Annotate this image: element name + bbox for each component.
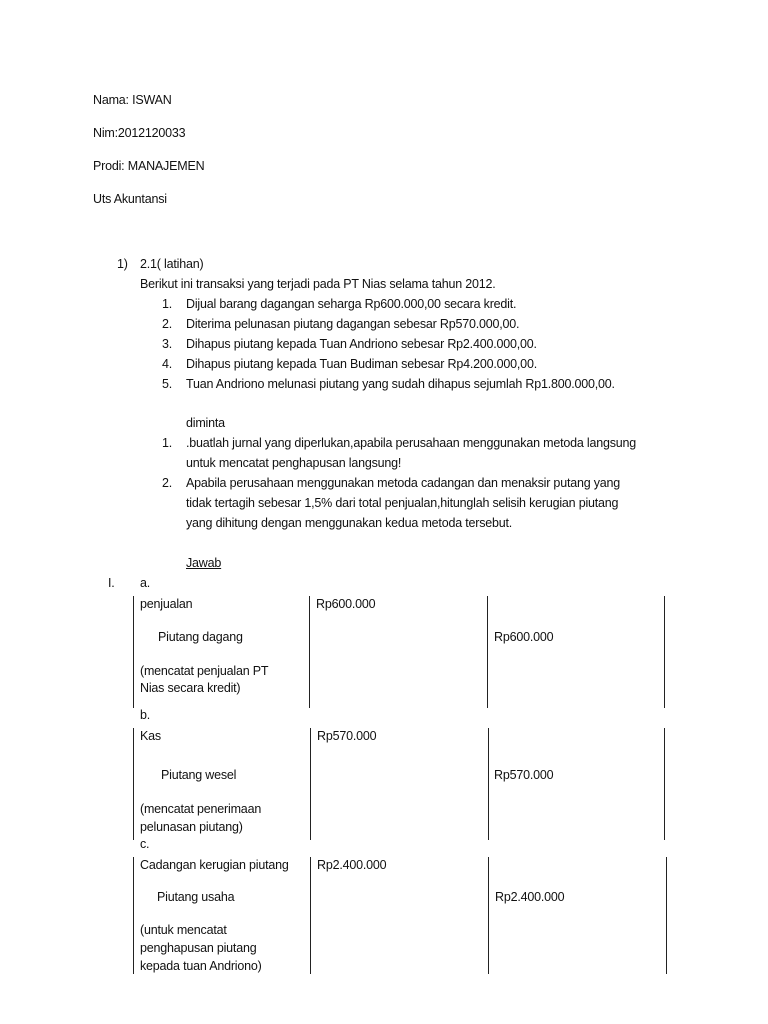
table-border: [133, 596, 134, 708]
request-line: Apabila perusahaan menggunakan metoda cadangan dan menaksir putang yang: [186, 476, 621, 490]
table-border: [487, 596, 488, 708]
entry-note: Nias secara kredit): [140, 681, 241, 695]
table-border: [664, 596, 665, 708]
credit-amount: Rp570.000: [494, 768, 554, 782]
table-border: [133, 728, 134, 840]
entry-note: pelunasan piutang): [140, 820, 243, 834]
table-border: [488, 728, 489, 840]
transaction-num: 4.: [162, 357, 173, 371]
question-intro: Berikut ini transaksi yang terjadi pada PT Nias selama tahun 2012.: [140, 277, 496, 291]
transaction-text: Dihapus piutang kepada Tuan Budiman sebesar Rp4.200.000,00.: [186, 357, 537, 371]
entry-note: (mencatat penjualan PT: [140, 664, 269, 678]
answer-roman: I.: [108, 576, 115, 590]
table-border: [666, 857, 667, 974]
credit-amount: Rp2.400.000: [495, 890, 565, 904]
request-num: 2.: [162, 476, 173, 490]
transaction-num: 3.: [162, 337, 173, 351]
request-line: tidak tertagih sebesar 1,5% dari total penjualan,hitunglah selisih kerugian piutang: [186, 496, 619, 510]
request-line: yang dihitung dengan menggunakan kedua metoda tersebut.: [186, 516, 513, 530]
transaction-text: Tuan Andriono melunasi piutang yang sudah dihapus sejumlah Rp1.800.000,00.: [186, 377, 615, 391]
request-line: untuk mencatat penghapusan langsung!: [186, 456, 402, 470]
transaction-num: 2.: [162, 317, 173, 331]
table-border: [488, 857, 489, 974]
student-name: Nama: ISWAN: [93, 93, 172, 107]
entry-note: kepada tuan Andriono): [140, 959, 262, 973]
credit-account: Piutang wesel: [161, 768, 237, 782]
table-border: [309, 596, 310, 708]
question-title: 2.1( latihan): [140, 257, 204, 271]
debit-account: penjualan: [140, 597, 193, 611]
diminta-label: diminta: [186, 416, 225, 430]
table-border: [133, 857, 134, 974]
student-prodi: Prodi: MANAJEMEN: [93, 159, 205, 173]
debit-account: Cadangan kerugian piutang: [140, 858, 289, 872]
credit-account: Piutang dagang: [158, 630, 243, 644]
debit-amount: Rp2.400.000: [317, 858, 387, 872]
transaction-text: Dijual barang dagangan seharga Rp600.000,00 secara kredit.: [186, 297, 517, 311]
entry-label: c.: [140, 837, 150, 851]
table-border: [310, 728, 311, 840]
transaction-text: Diterima pelunasan piutang dagangan sebesar Rp570.000,00.: [186, 317, 520, 331]
entry-note: (untuk mencatat: [140, 923, 227, 937]
credit-amount: Rp600.000: [494, 630, 554, 644]
entry-label: a.: [140, 576, 151, 590]
entry-note: penghapusan piutang: [140, 941, 257, 955]
course-title: Uts Akuntansi: [93, 192, 167, 206]
student-nim: Nim:2012120033: [93, 126, 186, 140]
request-num: 1.: [162, 436, 173, 450]
entry-label: b.: [140, 708, 151, 722]
table-border: [310, 857, 311, 974]
debit-amount: Rp570.000: [317, 729, 377, 743]
entry-note: (mencatat penerimaan: [140, 802, 262, 816]
debit-amount: Rp600.000: [316, 597, 376, 611]
debit-account: Kas: [140, 729, 161, 743]
question-number: 1): [117, 257, 128, 271]
transaction-text: Dihapus piutang kepada Tuan Andriono sebesar Rp2.400.000,00.: [186, 337, 537, 351]
table-border: [664, 728, 665, 840]
transaction-num: 1.: [162, 297, 173, 311]
jawab-heading: Jawab: [186, 556, 222, 570]
credit-account: Piutang usaha: [157, 890, 235, 904]
request-line: .buatlah jurnal yang diperlukan,apabila perusahaan menggunakan metoda langsung: [186, 436, 637, 450]
transaction-num: 5.: [162, 377, 173, 391]
